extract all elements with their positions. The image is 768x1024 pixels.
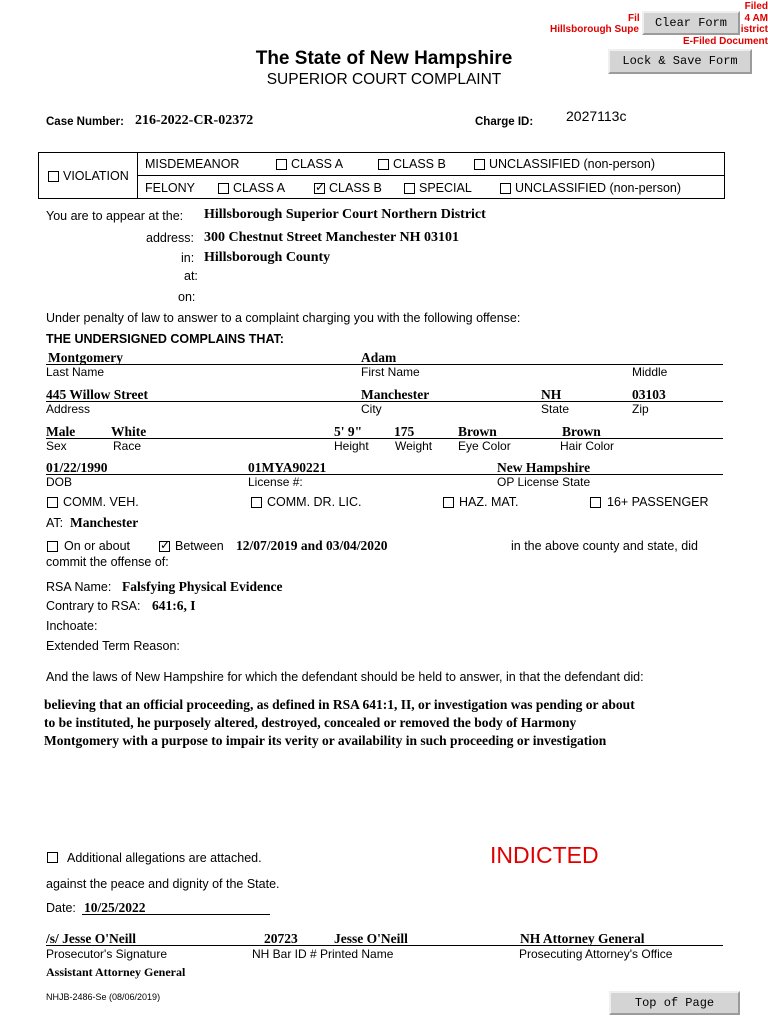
haz-mat-checkbox[interactable]: [443, 497, 454, 508]
weight-value[interactable]: 175: [394, 424, 415, 439]
signature-label: Prosecutor's Signature: [46, 947, 168, 961]
bar-id-label: NH Bar ID # Printed Name: [252, 947, 394, 961]
classification-row-divider: [137, 175, 725, 176]
misd-class-b-label: CLASS B: [393, 157, 446, 171]
bar-id-value[interactable]: 20723: [264, 931, 298, 946]
rsa-name-label: RSA Name:: [46, 580, 112, 594]
height-value[interactable]: 5' 9": [334, 424, 363, 439]
form-id: NHJB-2486-Se (08/06/2019): [46, 992, 161, 1002]
last-name-value[interactable]: Montgomery: [48, 350, 123, 365]
offense-at-label: AT:: [46, 516, 64, 530]
on-or-about-checkbox[interactable]: [47, 541, 58, 552]
misd-class-a-label: CLASS A: [291, 157, 344, 171]
comm-veh-checkbox[interactable]: [47, 497, 58, 508]
weight-label: Weight: [395, 439, 433, 453]
description-line-3[interactable]: Montgomery with a purpose to impair its verity or availability in such proceeding or investigation: [44, 733, 607, 748]
fel-unclassified-label: UNCLASSIFIED (non-person): [515, 181, 682, 195]
clear-form-button[interactable]: Clear Form: [642, 11, 740, 35]
on-or-about-label: On or about: [64, 539, 131, 553]
address-row-line: [46, 401, 723, 402]
comm-veh-label: COMM. VEH.: [63, 495, 139, 509]
prosecuting-office-value[interactable]: NH Attorney General: [520, 931, 645, 946]
sex-label: Sex: [46, 439, 67, 453]
filed-stamp-line-2b: 4 AM: [744, 13, 768, 24]
charge-id-value[interactable]: 2027113c: [566, 108, 627, 124]
misd-unclassified-label: UNCLASSIFIED (non-person): [489, 157, 656, 171]
lock-save-form-button[interactable]: Lock & Save Form: [608, 49, 752, 74]
misd-class-b-checkbox[interactable]: [378, 159, 389, 170]
city-label: City: [361, 402, 382, 416]
prosecutor-title: Assistant Attorney General: [46, 965, 186, 979]
filed-stamp-line-1: Filed: [744, 1, 768, 12]
date-line: [82, 914, 270, 915]
dob-label: DOB: [46, 475, 73, 489]
violation-checkbox[interactable]: [48, 171, 59, 182]
race-value[interactable]: White: [111, 424, 147, 439]
at-label: at:: [184, 269, 198, 283]
hair-color-label: Hair Color: [560, 439, 615, 453]
date-value[interactable]: 10/25/2022: [84, 900, 146, 915]
signature-line: [46, 945, 723, 946]
printed-name-value[interactable]: Jesse O'Neill: [334, 931, 408, 946]
between-label: Between: [175, 539, 224, 553]
description-line-2[interactable]: to be instituted, he purposely altered, destroyed, concealed or removed the body of Harmony: [44, 715, 577, 730]
description-line-1[interactable]: believing that an official proceeding, as defined in RSA 641:1, II, or investigation was pending or about: [44, 697, 635, 712]
indicted-stamp: INDICTED: [490, 842, 599, 868]
fel-class-b-checkbox[interactable]: [314, 183, 325, 194]
contrary-value[interactable]: 641:6, I: [152, 598, 196, 613]
state-label: State: [541, 402, 570, 416]
case-number-label: Case Number:: [46, 116, 124, 128]
zip-label: Zip: [632, 402, 649, 416]
signature-value[interactable]: /s/ Jesse O'Neill: [46, 931, 136, 946]
comm-dr-lic-label: COMM. DR. LIC.: [267, 495, 362, 509]
address-value[interactable]: 445 Willow Street: [46, 387, 148, 402]
inchoate-label: Inchoate:: [46, 619, 98, 633]
fel-unclassified-checkbox[interactable]: [500, 183, 511, 194]
passenger-checkbox[interactable]: [590, 497, 601, 508]
document-title: The State of New Hampshire: [255, 48, 513, 69]
misdemeanor-label: MISDEMEANOR: [145, 157, 240, 171]
contrary-label: Contrary to RSA:: [46, 599, 141, 613]
document-subtitle: SUPERIOR COURT COMPLAINT: [266, 71, 502, 88]
rsa-name-value[interactable]: Falsfying Physical Evidence: [122, 579, 283, 594]
race-label: Race: [113, 439, 142, 453]
county-value[interactable]: Hillsborough County: [204, 250, 331, 265]
fel-special-label: SPECIAL: [419, 181, 472, 195]
comm-dr-lic-checkbox[interactable]: [251, 497, 262, 508]
fel-class-a-label: CLASS A: [233, 181, 286, 195]
address-label: address:: [146, 231, 194, 245]
filed-stamp-line-2a: Fil: [628, 13, 640, 24]
violation-label: VIOLATION: [63, 169, 129, 183]
additional-allegations-label: Additional allegations are attached.: [67, 851, 262, 865]
complains-heading: THE UNDERSIGNED COMPLAINS THAT:: [46, 332, 284, 346]
peace-dignity-text: against the peace and dignity of the State.: [46, 877, 280, 891]
case-number-value[interactable]: 216-2022-CR-02372: [135, 113, 254, 128]
prosecuting-office-label: Prosecuting Attorney's Office: [519, 947, 673, 961]
first-name-value[interactable]: Adam: [361, 350, 397, 365]
first-name-label: First Name: [361, 365, 420, 379]
offense-at-value[interactable]: Manchester: [70, 515, 139, 530]
court-address-value[interactable]: 300 Chestnut Street Manchester NH 03101: [204, 230, 459, 245]
sex-value[interactable]: Male: [46, 424, 76, 439]
fel-class-a-checkbox[interactable]: [218, 183, 229, 194]
dob-row-line: [46, 474, 723, 475]
county-state-text: in the above county and state, did: [511, 539, 698, 553]
offense-dates-value[interactable]: 12/07/2019 and 03/04/2020: [236, 538, 388, 553]
hair-color-value[interactable]: Brown: [562, 424, 601, 439]
middle-name-label: Middle: [632, 365, 668, 379]
state-value[interactable]: NH: [541, 387, 562, 402]
appear-label: You are to appear at the:: [46, 209, 184, 223]
top-of-page-button[interactable]: Top of Page: [609, 991, 740, 1015]
zip-value[interactable]: 03103: [632, 387, 666, 402]
penalty-text: Under penalty of law to answer to a complaint charging you with the following offense:: [46, 311, 521, 325]
court-value[interactable]: Hillsborough Superior Court Northern District: [204, 207, 486, 222]
height-label: Height: [334, 439, 369, 453]
eye-color-label: Eye Color: [458, 439, 511, 453]
filed-stamp-line-3b: istrict: [740, 24, 768, 35]
additional-allegations-checkbox[interactable]: [47, 852, 58, 863]
license-label: License #:: [248, 475, 303, 489]
extended-term-label: Extended Term Reason:: [46, 639, 180, 653]
dob-value[interactable]: 01/22/1990: [46, 460, 108, 475]
description-row-line: [46, 438, 723, 439]
address-field-label: Address: [46, 402, 91, 416]
eye-color-value[interactable]: Brown: [458, 424, 497, 439]
laws-text: And the laws of New Hampshire for which the defendant should be held to answer, in that the defendant did:: [46, 670, 644, 684]
haz-mat-label: HAZ. MAT.: [459, 495, 519, 509]
filed-stamp-line-4: E-Filed Document: [682, 36, 768, 47]
commit-text: commit the offense of:: [46, 555, 169, 569]
passenger-label: 16+ PASSENGER: [607, 495, 709, 509]
in-label: in:: [181, 251, 195, 265]
felony-label: FELONY: [145, 181, 196, 195]
op-state-label: OP License State: [497, 475, 591, 489]
on-label: on:: [178, 290, 196, 304]
last-name-label: Last Name: [46, 365, 105, 379]
date-label: Date:: [46, 901, 76, 915]
charge-id-label: Charge ID:: [475, 116, 534, 128]
filed-stamp-line-3a: Hillsborough Supe: [550, 24, 639, 35]
fel-special-checkbox[interactable]: [404, 183, 415, 194]
op-state-value[interactable]: New Hampshire: [497, 460, 591, 475]
city-value[interactable]: Manchester: [361, 387, 430, 402]
fel-class-b-label: CLASS B: [329, 181, 382, 195]
license-value[interactable]: 01MYA90221: [248, 460, 327, 475]
between-checkbox[interactable]: [159, 541, 170, 552]
misd-unclassified-checkbox[interactable]: [474, 159, 485, 170]
misd-class-a-checkbox[interactable]: [276, 159, 287, 170]
